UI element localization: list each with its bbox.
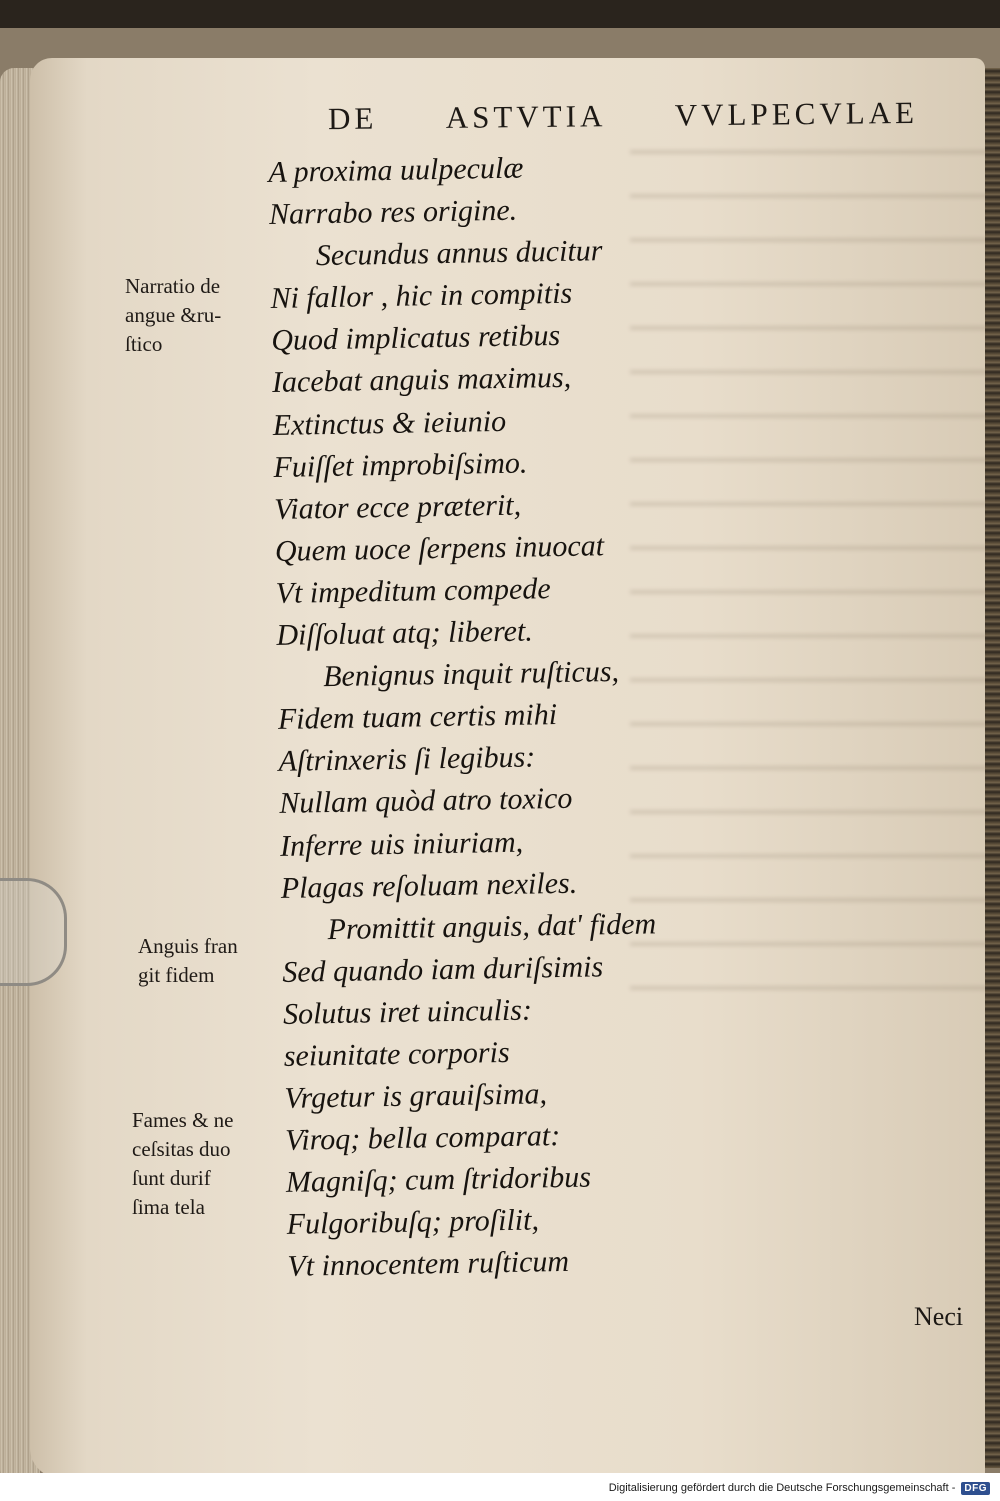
verse-text: [268, 145, 662, 1288]
dfg-logo: DFG: [961, 1482, 990, 1495]
verse-line: Diſſoluat atq; liberet.: [276, 614, 534, 652]
verse-line: Vt innocentem ruſticum: [287, 1245, 570, 1284]
verse-line: A proxima uulpeculæ: [268, 151, 524, 189]
marginal-note: Narratio de angue &ru- ſtico: [125, 274, 222, 356]
verse-line: Fuiſſet improbiſsimo.: [273, 446, 528, 484]
catchword: Neci: [914, 1302, 964, 1331]
verse-line: Magniſq; cum ſtridoribus: [285, 1160, 592, 1200]
header-word: ASTVTIA: [445, 98, 607, 135]
credit-text: Digitalisierung gefördert durch die Deutsche Forschungsgemeinschaft -: [608, 1482, 956, 1494]
digitization-credit: [601, 1477, 994, 1499]
verse-line: Vrgetur is grauiſsima,: [284, 1077, 548, 1115]
marginal-note: Anguis fran git fidem: [138, 934, 238, 987]
verse-line: Viator ecce præterit,: [273, 488, 522, 526]
verse-line: Vt impeditum compede: [275, 572, 551, 610]
verse-line: seiunitate corporis: [283, 1035, 510, 1073]
header-word: DE: [327, 100, 378, 137]
verse-line: Extinctus & ieiunio: [272, 404, 507, 442]
verse-line: Plagas reſoluam nexiles.: [280, 866, 578, 905]
header-word: VVLPECVLAE: [674, 94, 919, 133]
running-header: [328, 95, 918, 137]
verse-line: Sed quando iam duriſsimis: [282, 950, 604, 989]
right-page-edge: [985, 68, 1000, 1468]
verse-line: Narrabo res origine.: [268, 193, 518, 232]
verse-line: Aſtrinxeris ſi legibus:: [278, 740, 536, 779]
show-through-text: [630, 118, 990, 1018]
marginal-note: Fames & ne ceſsitas duo ſunt durif ſima tela: [132, 1108, 234, 1219]
book-clasp: [0, 878, 67, 986]
verse-line: Solutus iret uinculis:: [282, 993, 533, 1031]
verse-line: Nullam quòd atro toxico: [279, 782, 573, 821]
verse-line: Viroq; bella comparat:: [284, 1119, 561, 1158]
verse-line: Promittit anguis, dat' fidem: [327, 907, 657, 946]
verse-line: Inferre uis iniuriam,: [279, 825, 524, 863]
verse-line: Ni fallor , hic in compitis: [270, 276, 573, 316]
verse-line: Secundus annus ducitur: [315, 234, 603, 273]
verse-line: Benignus inquit ruſticus,: [322, 655, 620, 694]
verse-line: Quod implicatus retibus: [271, 319, 561, 358]
verse-line: Fidem tuam certis mihi: [277, 698, 558, 737]
verse-line: Fulgoribuſq; proſilit,: [286, 1203, 540, 1242]
verse-line: Iacebat anguis maximus,: [271, 361, 572, 400]
verse-line: Quem uoce ſerpens inuocat: [274, 529, 605, 568]
